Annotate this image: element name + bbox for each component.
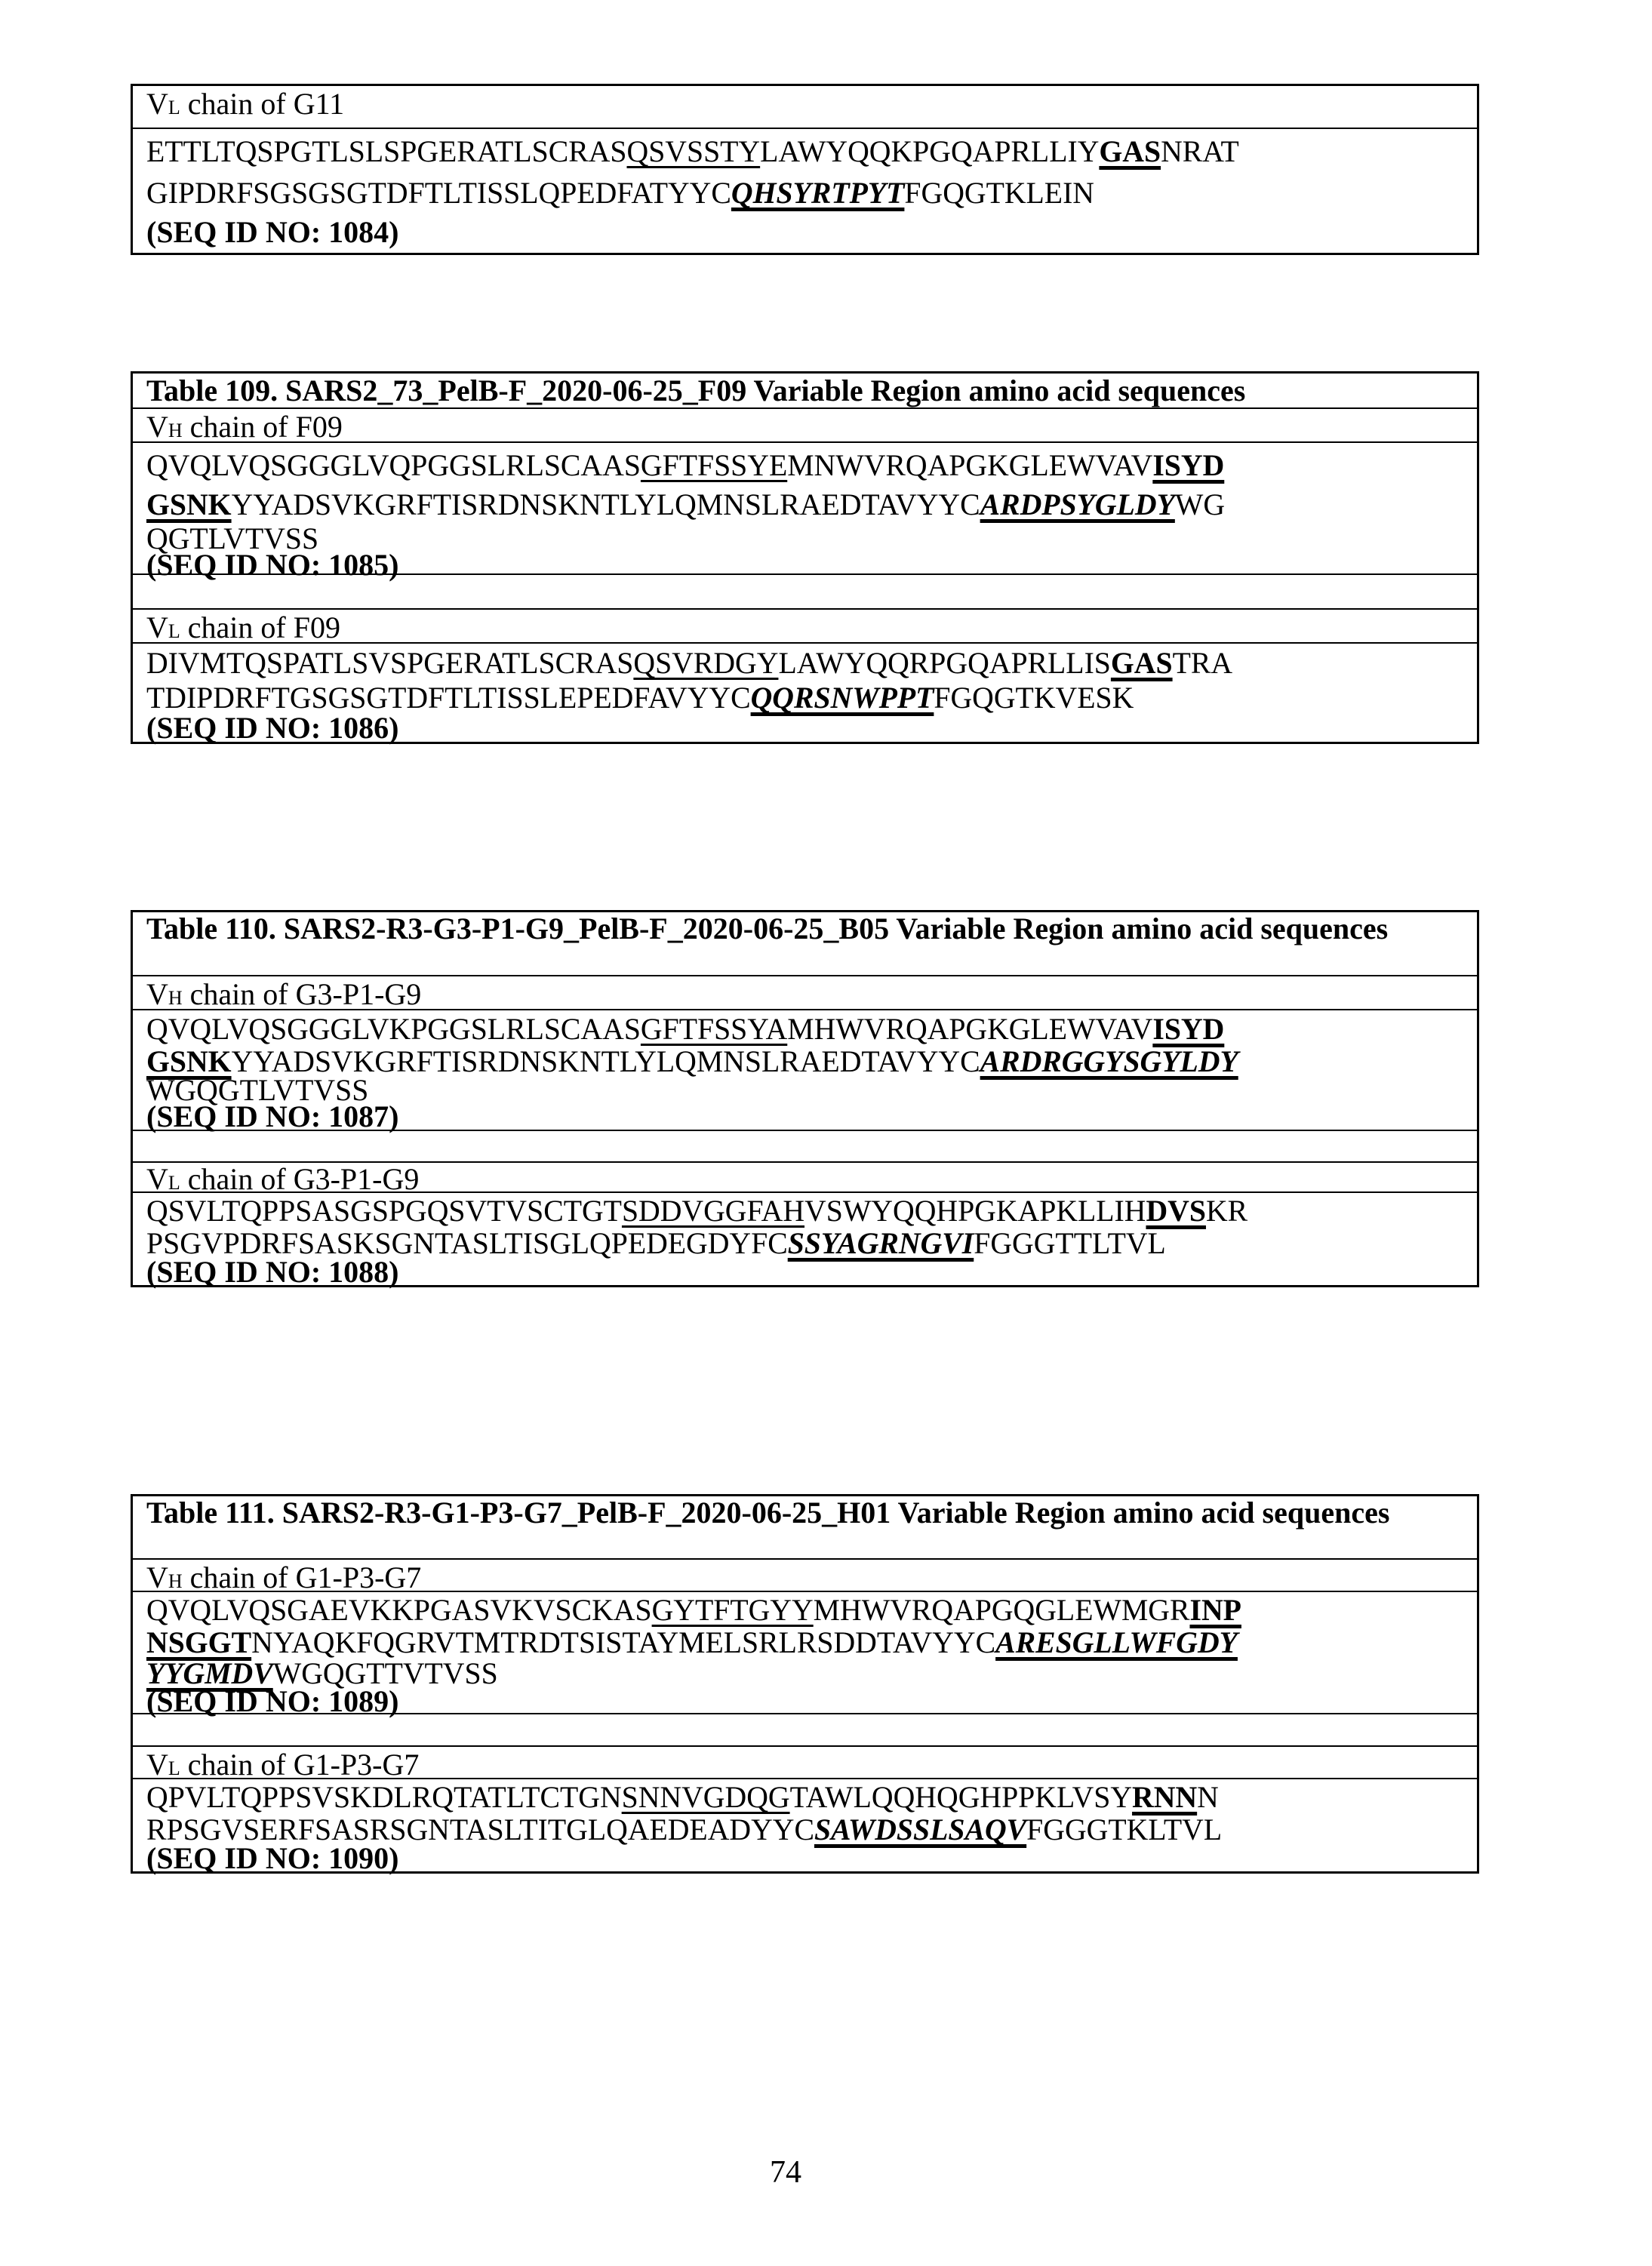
table-109	[131, 371, 1479, 744]
spacer-row	[133, 1130, 1477, 1161]
chain-label: VL chain of F09	[133, 608, 1477, 642]
page-number: 74	[770, 2155, 801, 2190]
chain-label: VL chain of G3-P1-G9	[133, 1161, 1477, 1191]
framework-segment: PSGVPDRFSASKSGNTASLTISGLQPEDEGDYFC	[146, 1226, 788, 1260]
seq-id: (SEQ ID NO: 1089)	[146, 1684, 399, 1718]
cdr-segment: NSGGT	[146, 1625, 252, 1659]
sequence-line	[146, 1073, 1468, 1107]
sequence-line	[146, 521, 1468, 555]
chain-subscript: H	[168, 420, 183, 441]
seq-id: (SEQ ID NO: 1086)	[146, 711, 399, 745]
cdr-segment: GAS	[1099, 134, 1161, 168]
framework-segment: TDIPDRFTGSGSGTDFTLTISSLEPEDFAVYYC	[146, 681, 751, 715]
framework-segment: LAWYQQKPGQAPRLLIY	[760, 134, 1100, 168]
framework-segment: DIVMTQSPATLSVSPGERATLSCRAS	[146, 646, 634, 680]
cdr-segment: QQRSNWPPT	[750, 681, 934, 715]
cdr-segment: QSVRDGY	[633, 646, 779, 680]
framework-segment: QVQLVQSGGGLVQPGGSLRLSCAAS	[146, 448, 641, 482]
sequence-line	[146, 1194, 1468, 1228]
cdr-segment: ARESGLLWFGDY	[995, 1625, 1238, 1659]
cdr-segment: GSNK	[146, 487, 232, 521]
sequence-cell	[133, 1009, 1477, 1133]
framework-segment: YYADSVKGRFTISRDNSKNTLYLQMNSLRAEDTAVYYC	[231, 1044, 980, 1078]
framework-segment: MHWVRQAPGQGLEWMGR	[813, 1593, 1190, 1627]
cdr-segment: ISYD	[1152, 1012, 1225, 1046]
sequence-line	[146, 1228, 1468, 1259]
cdr-segment: INP	[1189, 1593, 1241, 1627]
sequence-cell	[133, 1778, 1477, 1875]
framework-segment: N	[1197, 1780, 1219, 1814]
sequence-line	[146, 486, 1468, 527]
cdr-segment: SDDVGGFAH	[621, 1194, 805, 1228]
cdr-segment: SAWDSSLSAQV	[814, 1812, 1027, 1846]
sequence-cell	[133, 441, 1477, 582]
cdr-segment: DVS	[1146, 1194, 1206, 1228]
framework-segment: QVQLVQSGGGLVKPGGSLRLSCAAS	[146, 1012, 641, 1046]
sequence-line	[146, 1044, 1468, 1078]
sequence-line	[146, 681, 1468, 715]
sequence-line	[146, 1781, 1468, 1814]
framework-segment: MNWVRQAPGKGLEWVAV	[787, 448, 1153, 482]
sequence-line	[146, 1656, 1468, 1690]
sequence-cell	[133, 642, 1477, 745]
sequence-line	[146, 1627, 1468, 1659]
framework-segment: FGQGTKLEIN	[904, 176, 1094, 210]
table-110	[131, 910, 1479, 1287]
sequence-cell	[133, 128, 1477, 253]
framework-segment: FGGGTKLTVL	[1026, 1812, 1223, 1846]
cdr-segment: ARDPSYGLDY	[980, 487, 1175, 521]
framework-segment: FGQGTKVESK	[934, 681, 1134, 715]
framework-segment: WG	[1174, 487, 1226, 521]
seq-id: (SEQ ID NO: 1090)	[146, 1841, 399, 1875]
framework-segment: QSVLTQPPSASGSPGQSVTVSCTGT	[146, 1194, 622, 1228]
framework-segment: WGQGTTVTVSS	[272, 1656, 498, 1690]
sequence-cell	[133, 1591, 1477, 1718]
sequence-line	[146, 1814, 1468, 1846]
sequence-line	[146, 1594, 1468, 1627]
cdr-segment: SSYAGRNGVI	[787, 1226, 974, 1260]
cdr-segment: GAS	[1110, 646, 1173, 680]
framework-segment: KR	[1205, 1194, 1248, 1228]
seq-id: (SEQ ID NO: 1084)	[146, 215, 399, 249]
framework-segment: ETTLTQSPGTLSLSPGERATLSCRAS	[146, 134, 627, 168]
sequence-line	[146, 444, 1468, 486]
cdr-segment: QHSYRTPYT	[731, 176, 905, 210]
chain-subscript: H	[168, 987, 183, 1009]
chain-subscript: H	[168, 1570, 183, 1592]
framework-segment: RPSGVSERFSASRSGNTASLTITGLQAEDEADYYC	[146, 1812, 814, 1846]
cdr-segment: GFTFSSYE	[640, 448, 788, 482]
framework-segment: QPVLTQPPSVSKDLRQTATLTCTGN	[146, 1780, 622, 1814]
sequence-line	[146, 1012, 1468, 1047]
framework-segment: QGTLVTVSS	[146, 521, 319, 555]
cdr-segment: ISYD	[1152, 448, 1225, 482]
seq-id: (SEQ ID NO: 1087)	[146, 1099, 399, 1133]
chain-label: VL chain of G11	[146, 87, 345, 121]
table-title: Table 109. SARS2_73_PelB-F_2020-06-25_F09 Variable Region amino acid sequences	[146, 374, 1246, 407]
chain-label: VL chain of G1-P3-G7	[133, 1745, 1477, 1778]
cdr-segment: GYTFTGYY	[651, 1593, 814, 1627]
framework-segment: NRAT	[1161, 134, 1239, 168]
framework-segment: TRA	[1172, 646, 1233, 680]
table-111	[131, 1494, 1479, 1874]
framework-segment: MHWVRQAPGKGLEWVAV	[787, 1012, 1153, 1046]
framework-segment: QVQLVQSGAEVKKPGASVKVSCKAS	[146, 1593, 652, 1627]
sequence-line	[146, 131, 1468, 172]
framework-segment: VSWYQQHPGKAPKLLIH	[804, 1194, 1146, 1228]
framework-segment: YYADSVKGRFTISRDNSKNTLYLQMNSLRAEDTAVYYC	[231, 487, 980, 521]
cdr-segment: QSVSSTY	[626, 134, 761, 168]
chain-label: VH chain of F09	[133, 407, 1477, 441]
chain-subscript: L	[168, 1757, 180, 1779]
framework-segment: WGQGTLVTVSS	[146, 1073, 369, 1107]
cdr-segment: SNNVGDQG	[621, 1780, 790, 1814]
chain-subscript: L	[168, 1172, 180, 1194]
cdr-segment: GFTFSSYA	[640, 1012, 788, 1046]
framework-segment: TAWLQQHQGHPPKLVSY	[789, 1780, 1133, 1814]
cdr-segment: YYGMDV	[146, 1656, 273, 1690]
chain-label: VH chain of G3-P1-G9	[133, 975, 1477, 1009]
cdr-segment: GSNK	[146, 1044, 232, 1078]
framework-segment: LAWYQQRPGQAPRLLIS	[778, 646, 1111, 680]
cdr-segment: ARDRGGYSGYLDY	[980, 1044, 1238, 1078]
seq-id: (SEQ ID NO: 1085)	[146, 548, 399, 582]
framework-segment: GIPDRFSGSGSGTDFTLTISSLQPEDFATYYC	[146, 176, 731, 210]
chain-subscript: L	[168, 97, 180, 118]
sequence-line	[146, 645, 1468, 681]
seq-id: (SEQ ID NO: 1088)	[146, 1255, 399, 1289]
table-title: Table 111. SARS2-R3-G1-P3-G7_PelB-F_2020-06-25_H01 Variable Region amino acid sequences	[146, 1496, 1390, 1530]
framework-segment: NYAQKFQGRVTMTRDTSISTAYMELSRLRSDDTAVYYC	[251, 1625, 996, 1659]
sequence-line	[146, 172, 1468, 214]
sequence-cell	[133, 1191, 1477, 1289]
chain-label: VH chain of G1-P3-G7	[133, 1558, 1477, 1591]
cdr-segment: RNN	[1132, 1780, 1198, 1814]
table-g11-continuation	[131, 84, 1479, 255]
table-title: Table 110. SARS2-R3-G3-P1-G9_PelB-F_2020-06-25_B05 Variable Region amino acid sequences	[146, 912, 1389, 945]
framework-segment: FGGGTTLTVL	[974, 1226, 1166, 1260]
chain-subscript: L	[168, 620, 180, 642]
